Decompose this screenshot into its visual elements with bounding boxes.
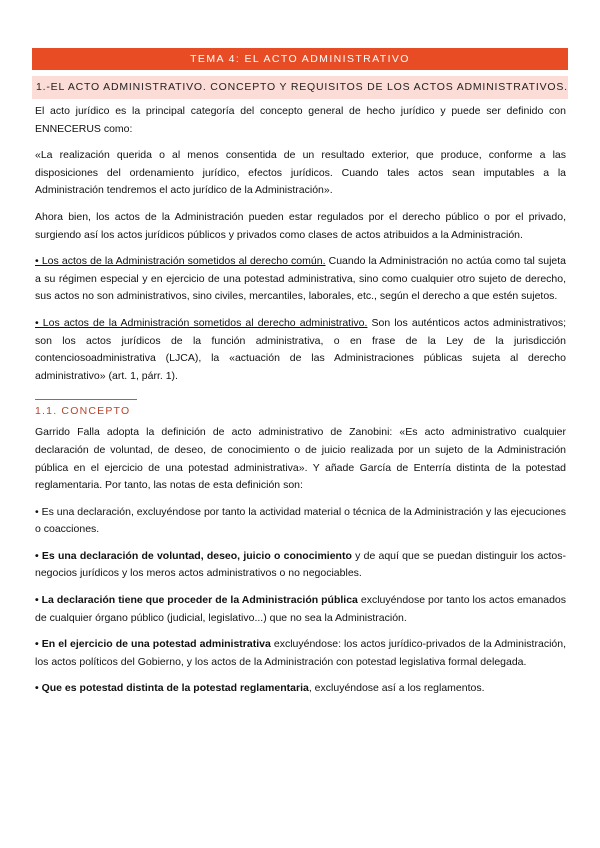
note-item <box>35 548 566 583</box>
subsection-heading: 1.1. CONCEPTO <box>35 405 131 418</box>
bullet-text: Cuando la Administración no actúa como tal sujeta a su régimen especial y en ejercicio de una potestad administrativa, sino como cualquier otro sujeto de derecho, sus actos no son administrativos, sino civiles, mercantiles, laborales, etc., según el derecho a que estén sujetos. <box>35 255 566 303</box>
regulation-paragraph: Ahora bien, los actos de la Administración pueden estar regulados por el derecho público o por el privado, surgiendo así los actos jurídicos públicos y privados como clases de actos atribuidos a la Administración. <box>35 210 566 241</box>
bullet-derecho-comun <box>35 253 566 306</box>
note-item <box>35 680 566 698</box>
bullet-derecho-administrativo <box>35 315 566 385</box>
note-bold: • Es una declaración de voluntad, deseo, juicio o conocimiento <box>35 549 352 562</box>
note-text: excluyéndose: los actos jurídico-privados de la Administración, los actos políticos del Gobierno, y los actos de la Administración con potestad legislativa formal delegada. <box>35 638 566 668</box>
bullet-lead: • Los actos de la Administración sometidos al derecho administrativo. <box>35 316 368 329</box>
bullet-lead: • Los actos de la Administración sometidos al derecho común. <box>35 255 326 268</box>
bullet-text: Son los auténticos actos administrativos; son los actos jurídicos de la función administrativa, o en frase de la Ley de la jurisdicción contenciosoadministrativa (LJCA), la «actuación de las Administraciones públicas sujeta al derecho administrativo» (art. 1, párr. 1). <box>35 316 566 382</box>
subsection-rule <box>35 399 137 400</box>
quote-paragraph: «La realización querida o al menos consentida de un resultado exterior, que produce, conforme a las disposiciones del ordenamiento jurídico, efectos jurídicos. Cuando tales actos sean imputables a la Administración tendremos el acto jurídico de la Administración». <box>35 149 566 197</box>
section-heading: 1.-EL ACTO ADMINISTRATIVO. CONCEPTO Y REQUISITOS DE LOS ACTOS ADMINISTRATIVOS. <box>32 76 568 99</box>
note-text: excluyéndose por tanto los actos emanados de cualquier órgano público (judicial, legislativo...) que no sea la Administración. <box>35 594 566 624</box>
note-text: y de aquí que se puedan distinguir los actos-negocios jurídicos y los meros actos administrativos o no negociables. <box>35 549 566 580</box>
note-bold: • En el ejercicio de una potestad administrativa <box>35 638 271 651</box>
definition-paragraph: Garrido Falla adopta la definición de acto administrativo de Zanobini: «Es acto administrativo cualquier declaración de voluntad, de deseo, de conocimiento o de juicio realizada por un sujeto de la Administración pública en el ejercicio de una potestad administrativa». Y añade García de Enterría distinta de la potestad reglamentaria. Por tanto, las notas de esta definición son: <box>35 426 566 492</box>
note-bold: • La declaración tiene que proceder de la Administración pública <box>35 594 358 607</box>
note-text: • Es una declaración, excluyéndose por tanto la actividad material o técnica de la Administración y las ejecuciones o coacciones. <box>35 505 566 536</box>
note-item <box>35 636 566 671</box>
note-bold: • Que es potestad distinta de la potestad reglamentaria <box>35 682 309 695</box>
document-body <box>32 99 568 698</box>
note-item <box>35 592 566 627</box>
document-title: TEMA 4: EL ACTO ADMINISTRATIVO <box>32 48 568 70</box>
intro-paragraph: El acto jurídico es la principal categoría del concepto general de hecho jurídico y puede ser definido con ENNECERUS como: <box>35 105 566 135</box>
note-text: , excluyéndose así a los reglamentos. <box>308 682 485 695</box>
note-item <box>35 504 566 539</box>
